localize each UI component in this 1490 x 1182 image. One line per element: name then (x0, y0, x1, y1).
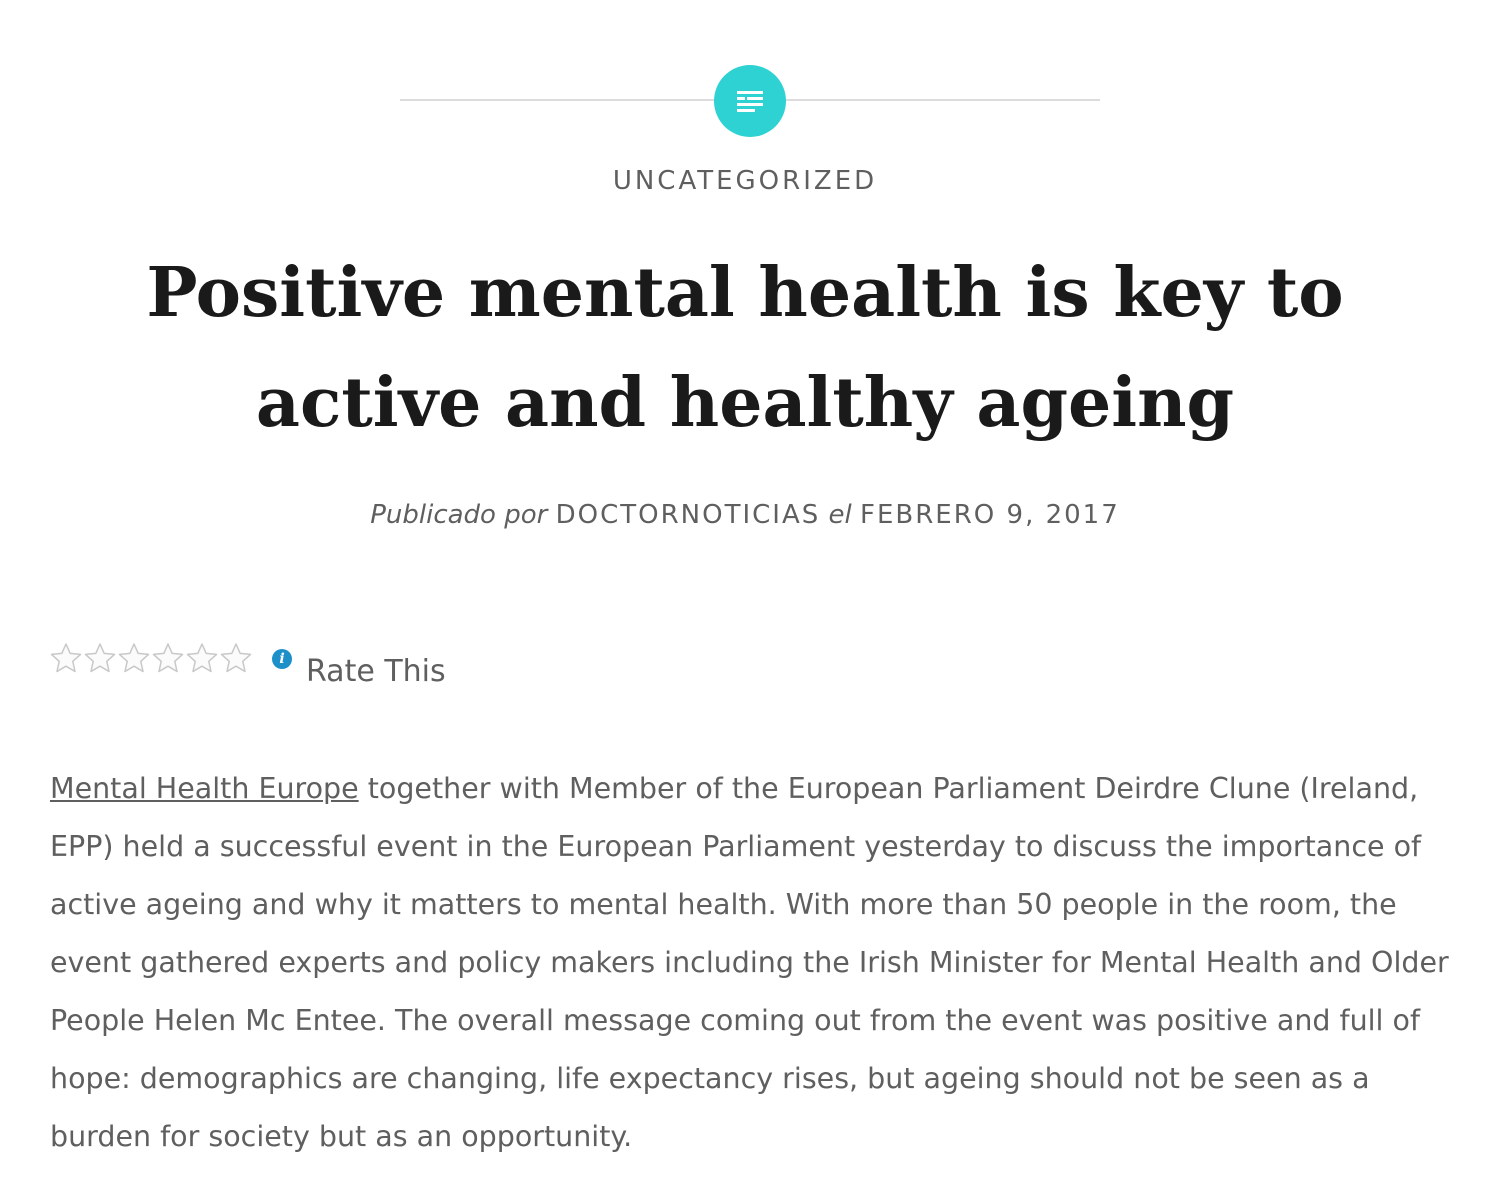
text-lines-icon (735, 89, 765, 113)
star-outline-icon[interactable] (118, 642, 150, 674)
paragraph-text: together with Member of the European Parliament Deirdre Clune (Ireland, EPP) held a successful event in the European Parliament yesterday to discuss the importance of active ageing and why it matters to mental health. With more than 50 people in the room, the event gathered experts and policy makers including the Irish Minister for Mental Health and Older People Helen Mc Entee. The overall message coming out from the event was positive and full of hope: demographics are changing, life expectancy rises, but ageing should not be seen as a burden for society but as an opportunity. (50, 772, 1449, 1153)
info-icon[interactable]: i (272, 649, 292, 669)
post-format-divider (400, 60, 1100, 140)
post-format-badge[interactable] (714, 65, 786, 137)
category-link[interactable]: UNCATEGORIZED (612, 166, 878, 196)
mental-health-europe-link[interactable]: Mental Health Europe (50, 772, 359, 805)
byline-published-by: Publicado por (370, 500, 548, 530)
star-outline-icon[interactable] (152, 642, 184, 674)
post-date-link[interactable]: FEBRERO 9, 2017 (860, 500, 1120, 530)
post-byline (0, 500, 1490, 530)
rating-stars (50, 642, 254, 674)
post-title: Positive mental health is key to active and healthy ageing (146, 253, 1344, 443)
byline-on-word: el (828, 500, 852, 530)
star-outline-icon[interactable] (50, 642, 82, 674)
rate-this-label: Rate This (306, 654, 446, 689)
star-outline-icon[interactable] (186, 642, 218, 674)
post-paragraph (50, 760, 1460, 1166)
author-link[interactable]: DOCTORNOTICIAS (555, 500, 821, 530)
star-outline-icon[interactable] (220, 642, 252, 674)
rating-widget (50, 640, 446, 700)
star-outline-icon[interactable] (84, 642, 116, 674)
